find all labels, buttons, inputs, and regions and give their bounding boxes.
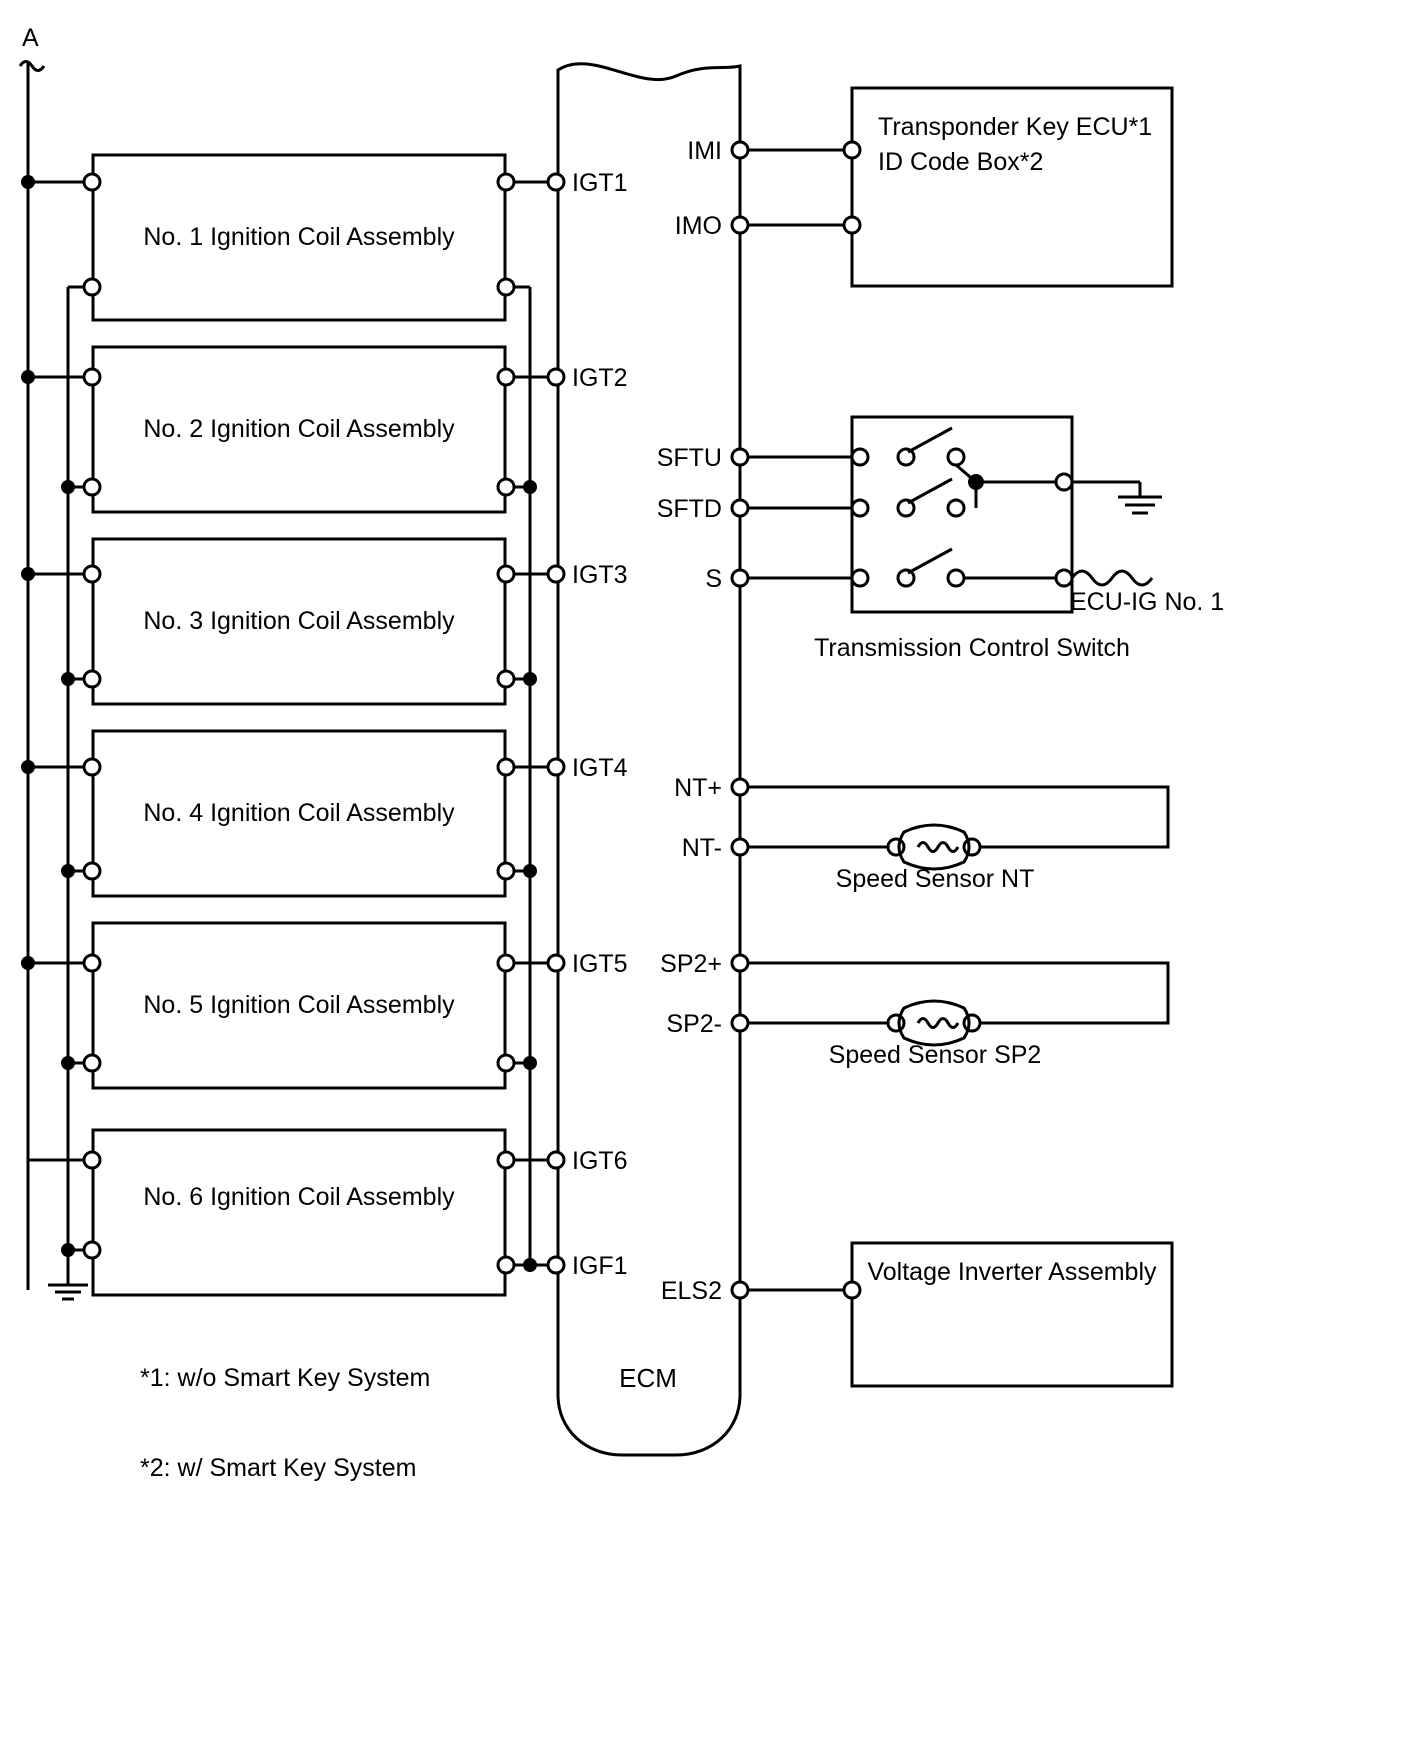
connector-coil1-right-lower (498, 279, 514, 295)
ecm-terminal-els2 (732, 1282, 748, 1298)
break-squiggle-a (20, 62, 44, 71)
coil-label-3: No. 3 Ignition Coil Assembly (143, 607, 455, 635)
connector-sftu-switch (852, 449, 868, 465)
ecu-ig-label: ECU-IG No. 1 (1070, 588, 1225, 616)
switch-contact-sftd (948, 500, 964, 516)
lead-nt-loop (748, 787, 1168, 847)
ecm-terminal-nt-plus (732, 779, 748, 795)
connector-coil3-left (84, 566, 100, 582)
coil-label-2: No. 2 Ignition Coil Assembly (143, 415, 455, 443)
speed-sensor-sp2-label: Speed Sensor SP2 (828, 1041, 1042, 1069)
connector-coil1-left (84, 174, 100, 190)
coil-label-4: No. 4 Ignition Coil Assembly (143, 799, 455, 827)
connector-nt-right (964, 839, 980, 855)
connector-nt-left (888, 839, 904, 855)
ecm-terminal-igt6 (548, 1152, 564, 1168)
terminal-label-sftu: SFTU (656, 444, 722, 472)
terminal-label-nt-plus: NT+ (674, 774, 722, 802)
junction-dot (523, 1258, 537, 1272)
terminal-label-nt-minus: NT- (681, 834, 722, 862)
junction-dot (61, 1056, 75, 1070)
terminal-label-imo: IMO (674, 212, 722, 240)
fuse-squiggle-ecuig (1072, 571, 1152, 585)
ecm-terminal-imo (732, 217, 748, 233)
connector-imi-ecu (844, 142, 860, 158)
sensor-coil-sp2-body (899, 1001, 969, 1045)
connector-coil4-left (84, 759, 100, 775)
ecm-terminal-imi (732, 142, 748, 158)
junction-dot (21, 760, 35, 774)
connector-coil6-right (498, 1152, 514, 1168)
terminal-label-igt6: IGT6 (572, 1147, 628, 1175)
connector-coil5-right (498, 955, 514, 971)
junction-dot (61, 480, 75, 494)
connector-els2-inverter (844, 1282, 860, 1298)
ecm-terminal-igt1 (548, 174, 564, 190)
connector-coil4-right-lower (498, 863, 514, 879)
terminal-label-sftd: SFTD (656, 495, 722, 523)
junction-dot (21, 175, 35, 189)
ecm-terminal-sftu (732, 449, 748, 465)
switch-contact-s (948, 570, 964, 586)
terminal-label-igt4: IGT4 (572, 754, 628, 782)
footnote-1: *1: w/o Smart Key System (140, 1364, 431, 1392)
connector-coil2-left-lower (84, 479, 100, 495)
transponder-key-ecu-label-line2: ID Code Box*2 (878, 148, 1044, 176)
ecm-terminal-igf1 (548, 1257, 564, 1273)
ecm-terminal-igt2 (548, 369, 564, 385)
connector-sftd-switch (852, 500, 868, 516)
ecm-terminal-nt-minus (732, 839, 748, 855)
connector-coil5-right-lower (498, 1055, 514, 1071)
voltage-inverter-label: Voltage Inverter Assembly (867, 1258, 1157, 1286)
junction-dot (61, 864, 75, 878)
switch-blade-s (908, 549, 952, 573)
connector-coil6-left (84, 1152, 100, 1168)
coil-label-6: No. 6 Ignition Coil Assembly (143, 1183, 455, 1211)
connector-coil3-right-lower (498, 671, 514, 687)
connector-coil5-left (84, 955, 100, 971)
transponder-key-ecu-label-line1: Transponder Key ECU*1 (878, 113, 1153, 141)
connector-coil1-left-lower (84, 279, 100, 295)
terminal-label-sp2-minus: SP2- (666, 1010, 722, 1038)
junction-dot (61, 1243, 75, 1257)
ecm-terminal-s (732, 570, 748, 586)
connector-imo-ecu (844, 217, 860, 233)
terminal-label-igt1: IGT1 (572, 169, 628, 197)
junction-dot (61, 672, 75, 686)
terminal-label-igt3: IGT3 (572, 561, 628, 589)
connector-coil2-left (84, 369, 100, 385)
connector-coil3-left-lower (84, 671, 100, 687)
terminal-label-imi: IMI (687, 137, 722, 165)
terminal-label-igt2: IGT2 (572, 364, 628, 392)
switch-blade-sftu (908, 428, 952, 452)
junction-dot (523, 1056, 537, 1070)
sensor-coil-nt-winding (918, 843, 958, 852)
lead-sp2-loop (748, 963, 1168, 1023)
connector-s-ecuig (1056, 570, 1072, 586)
ecm-terminal-sp2-minus (732, 1015, 748, 1031)
junction-dot (523, 864, 537, 878)
junction-dot (523, 672, 537, 686)
ecm-label: ECM (619, 1363, 677, 1393)
coil-box-6 (93, 1130, 505, 1295)
ecm-terminal-igt4 (548, 759, 564, 775)
terminal-label-sp2-plus: SP2+ (660, 950, 722, 978)
supply-label-a: A (22, 24, 39, 52)
coil-label-5: No. 5 Ignition Coil Assembly (143, 991, 455, 1019)
speed-sensor-nt-label: Speed Sensor NT (835, 865, 1035, 893)
connector-sp2-left (888, 1015, 904, 1031)
terminal-label-igf1: IGF1 (572, 1252, 628, 1280)
terminal-label-igt5: IGT5 (572, 950, 628, 978)
transmission-control-switch-label: Transmission Control Switch (814, 634, 1130, 662)
junction-dot (21, 956, 35, 970)
sensor-coil-nt-body (899, 825, 969, 869)
ground-symbol-switch (1118, 497, 1162, 513)
switch-blade-sftd (908, 479, 952, 503)
junction-dot (21, 567, 35, 581)
sensor-coil-sp2-winding (918, 1019, 958, 1028)
ecm-terminal-sftd (732, 500, 748, 516)
connector-coil4-left-lower (84, 863, 100, 879)
connector-coil2-right (498, 369, 514, 385)
connector-coil1-right (498, 174, 514, 190)
connector-s-switch (852, 570, 868, 586)
junction-dot (523, 480, 537, 494)
connector-sp2-right (964, 1015, 980, 1031)
connector-switch-ground (1056, 474, 1072, 490)
coil-label-1: No. 1 Ignition Coil Assembly (143, 223, 455, 251)
footnote-2: *2: w/ Smart Key System (140, 1454, 417, 1482)
connector-coil2-right-lower (498, 479, 514, 495)
connector-coil4-right (498, 759, 514, 775)
ecm-terminal-igt5 (548, 955, 564, 971)
terminal-label-s: S (705, 565, 722, 593)
connector-coil5-left-lower (84, 1055, 100, 1071)
ground-symbol-left (48, 1285, 88, 1299)
connector-coil6-left-lower (84, 1242, 100, 1258)
switch-contact-sftu (948, 449, 964, 465)
connector-coil3-right (498, 566, 514, 582)
ecm-terminal-igt3 (548, 566, 564, 582)
terminal-label-els2: ELS2 (660, 1277, 722, 1305)
ecm-terminal-sp2-plus (732, 955, 748, 971)
junction-dot (21, 370, 35, 384)
connector-coil6-right-lower (498, 1257, 514, 1273)
